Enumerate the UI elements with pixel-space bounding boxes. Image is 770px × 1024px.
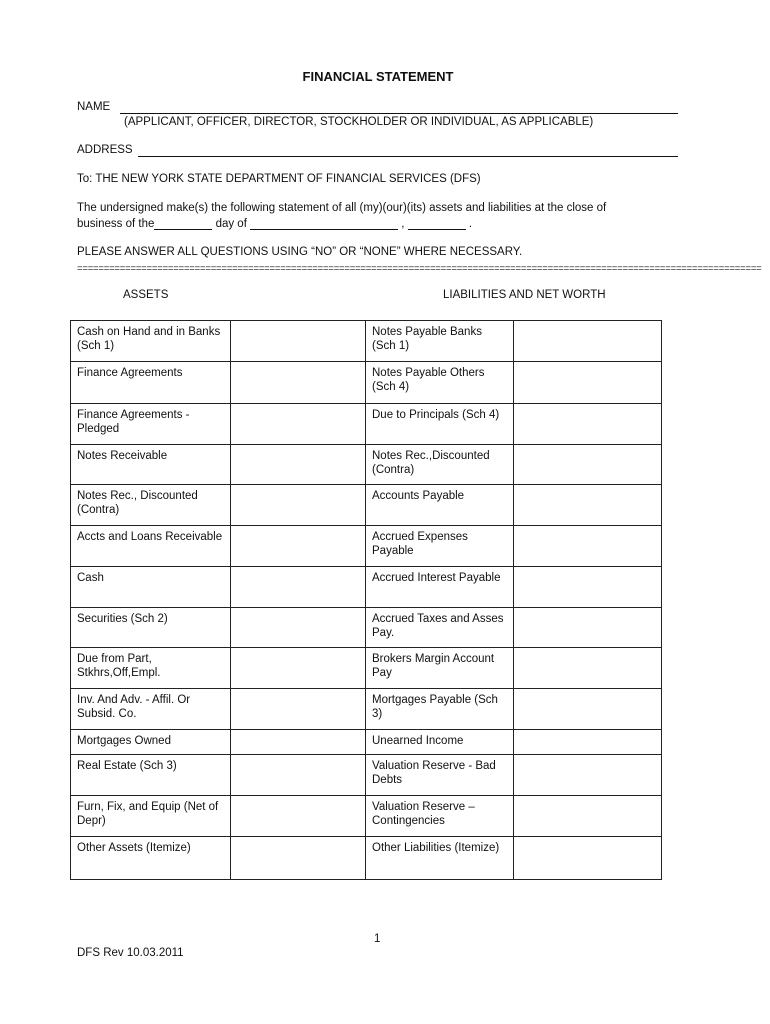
- business-day-field[interactable]: [154, 217, 212, 230]
- liability-label: Accrued Interest Payable: [366, 567, 514, 608]
- financial-table: [70, 320, 662, 880]
- asset-value-cell[interactable]: [231, 404, 366, 445]
- statement-day-of-text: day of: [215, 218, 247, 230]
- liability-value-cell[interactable]: [514, 730, 662, 755]
- table-row: [71, 755, 662, 796]
- liabilities-header: LIABILITIES AND NET WORTH: [443, 289, 606, 301]
- table-row: [71, 362, 662, 404]
- asset-label: Notes Receivable: [71, 445, 231, 485]
- liability-value-cell[interactable]: [514, 362, 662, 404]
- liability-value-cell[interactable]: [514, 404, 662, 445]
- asset-value-cell[interactable]: [231, 730, 366, 755]
- liability-label: Accrued Expenses Payable: [366, 526, 514, 567]
- year-field[interactable]: [408, 217, 466, 230]
- liability-label: Valuation Reserve – Contingencies: [366, 796, 514, 837]
- table-row: [71, 445, 662, 485]
- statement-line-2: [77, 217, 472, 230]
- assets-header: ASSETS: [123, 289, 169, 301]
- liability-value-cell[interactable]: [514, 445, 662, 485]
- statement-business-of-text: business of the: [77, 218, 155, 230]
- asset-value-cell[interactable]: [231, 321, 366, 362]
- liability-value-cell[interactable]: [514, 755, 662, 796]
- asset-value-cell[interactable]: [231, 567, 366, 608]
- table-row: [71, 796, 662, 837]
- liability-label: Accounts Payable: [366, 485, 514, 526]
- instruction-line: PLEASE ANSWER ALL QUESTIONS USING “NO” OR “NONE” WHERE NECESSARY.: [77, 246, 523, 258]
- liability-label: Unearned Income: [366, 730, 514, 755]
- address-field[interactable]: [138, 156, 678, 157]
- statement-comma-text: ,: [401, 218, 405, 230]
- name-label: NAME: [77, 101, 111, 113]
- asset-label: Mortgages Owned: [71, 730, 231, 755]
- liability-label: Notes Rec.,Discounted (Contra): [366, 445, 514, 485]
- asset-label: Due from Part, Stkhrs,Off,Empl.: [71, 648, 231, 689]
- asset-value-cell[interactable]: [231, 362, 366, 404]
- name-field[interactable]: [120, 113, 678, 114]
- liability-value-cell[interactable]: [514, 608, 662, 648]
- asset-label: Furn, Fix, and Equip (Net of Depr): [71, 796, 231, 837]
- liability-value-cell[interactable]: [514, 837, 662, 880]
- asset-value-cell[interactable]: [231, 526, 366, 567]
- asset-label: Finance Agreements: [71, 362, 231, 404]
- liability-label: Accrued Taxes and Asses Pay.: [366, 608, 514, 648]
- liability-value-cell[interactable]: [514, 689, 662, 730]
- asset-value-cell[interactable]: [231, 485, 366, 526]
- liability-label: Notes Payable Banks (Sch 1): [366, 321, 514, 362]
- asset-value-cell[interactable]: [231, 837, 366, 880]
- name-caption: (APPLICANT, OFFICER, DIRECTOR, STOCKHOLDER OR INDIVIDUAL, AS APPLICABLE): [124, 116, 594, 128]
- liability-label: Brokers Margin Account Pay: [366, 648, 514, 689]
- recipient-line: To: THE NEW YORK STATE DEPARTMENT OF FINANCIAL SERVICES (DFS): [77, 173, 481, 185]
- asset-label: Accts and Loans Receivable: [71, 526, 231, 567]
- table-row: [71, 485, 662, 526]
- asset-label: Finance Agreements - Pledged: [71, 404, 231, 445]
- asset-label: Cash on Hand and in Banks (Sch 1): [71, 321, 231, 362]
- asset-value-cell[interactable]: [231, 608, 366, 648]
- table-row: [71, 404, 662, 445]
- table-row: [71, 526, 662, 567]
- liability-value-cell[interactable]: [514, 567, 662, 608]
- liability-label: Notes Payable Others (Sch 4): [366, 362, 514, 404]
- asset-label: Inv. And Adv. - Affil. Or Subsid. Co.: [71, 689, 231, 730]
- table-row: [71, 321, 662, 362]
- separator-line: ================================================================================================================================: [77, 263, 762, 274]
- asset-label: Securities (Sch 2): [71, 608, 231, 648]
- liability-label: Due to Principals (Sch 4): [366, 404, 514, 445]
- asset-value-cell[interactable]: [231, 689, 366, 730]
- liability-value-cell[interactable]: [514, 648, 662, 689]
- liability-label: Mortgages Payable (Sch 3): [366, 689, 514, 730]
- liability-label: Valuation Reserve - Bad Debts: [366, 755, 514, 796]
- asset-value-cell[interactable]: [231, 648, 366, 689]
- month-field[interactable]: [250, 217, 398, 230]
- liability-label: Other Liabilities (Itemize): [366, 837, 514, 880]
- table-row: [71, 608, 662, 648]
- asset-label: Notes Rec., Discounted (Contra): [71, 485, 231, 526]
- page-title: FINANCIAL STATEMENT: [302, 69, 454, 84]
- liability-value-cell[interactable]: [514, 321, 662, 362]
- table-row: [71, 837, 662, 880]
- table-row: [71, 567, 662, 608]
- page-number: 1: [374, 933, 381, 945]
- liability-value-cell[interactable]: [514, 526, 662, 567]
- liability-value-cell[interactable]: [514, 485, 662, 526]
- revision-footer: DFS Rev 10.03.2011: [77, 947, 184, 959]
- table-row: [71, 648, 662, 689]
- asset-value-cell[interactable]: [231, 755, 366, 796]
- address-label: ADDRESS: [77, 144, 133, 156]
- asset-label: Other Assets (Itemize): [71, 837, 231, 880]
- statement-line-1: The undersigned make(s) the following statement of all (my)(our)(its) assets and liabilities at the close of: [77, 202, 607, 214]
- table-row: [71, 689, 662, 730]
- asset-label: Cash: [71, 567, 231, 608]
- asset-label: Real Estate (Sch 3): [71, 755, 231, 796]
- asset-value-cell[interactable]: [231, 796, 366, 837]
- statement-period-text: .: [468, 218, 473, 230]
- asset-value-cell[interactable]: [231, 445, 366, 485]
- liability-value-cell[interactable]: [514, 796, 662, 837]
- table-row: [71, 730, 662, 755]
